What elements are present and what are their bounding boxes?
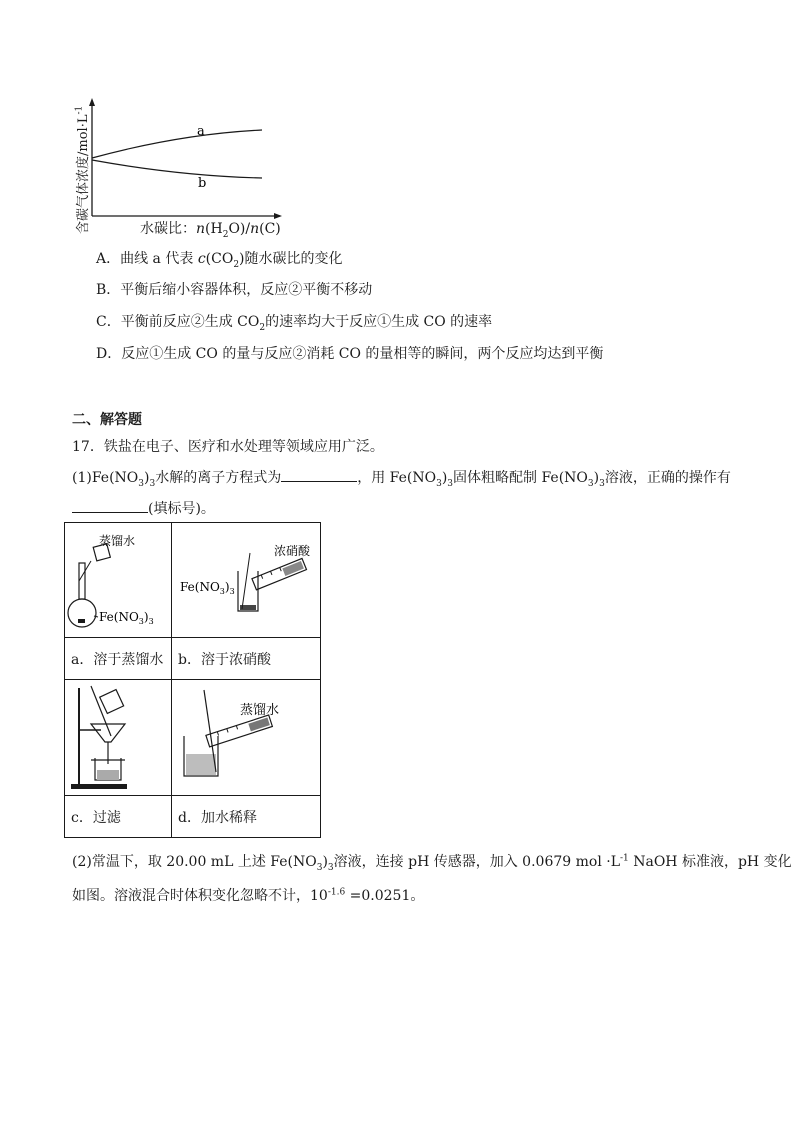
apparatus-c-image-cell — [65, 680, 172, 796]
y-axis-label: 含碳气体浓度$/mol\cdot L^{-1}$ — [74, 105, 91, 234]
option-d: D．反应①生成 CO 的量与反应②消耗 CO 的量相等的瞬间，两个反应均达到平衡 — [96, 346, 604, 362]
answer-blank-2[interactable] — [72, 512, 148, 513]
volumetric-flask-image — [65, 523, 171, 637]
curve-b-label: b — [198, 176, 207, 191]
question-17-part2: (2)常温下，取 20.00 mL 上述 $Fe(NO_3)_3$溶液，连接 pH 传感器，加入 0.0679 mol $\cdot L^{-1}$ NaOH 标准液，pH 变化 — [72, 853, 792, 873]
question-17-part2-line2: 如图。溶液混合时体积变化忽略不计，$10^{-1.6} =0.0251$。 — [72, 887, 425, 904]
beaker-nitric-acid-image — [172, 523, 320, 637]
section-title: 二、解答题 — [72, 412, 142, 428]
option-b: B．平衡后缩小容器体积，反应②平衡不移动 — [96, 282, 373, 298]
curve-a-label: a — [197, 124, 205, 139]
apparatus-b-caption: b．溶于浓硝酸 — [172, 638, 321, 680]
apparatus-table — [64, 522, 321, 838]
concentrated-nitric-acid-label: 浓硝酸 — [274, 544, 311, 558]
apparatus-d-image-cell — [172, 680, 321, 796]
dilution-setup-image — [172, 680, 320, 795]
apparatus-d-caption: d．加水稀释 — [172, 796, 321, 838]
option-a: A．曲线 a 代表 $c(CO_2)$随水碳比的变化 — [96, 251, 343, 270]
distilled-water-label-d: 蒸馏水 — [240, 703, 280, 718]
question-17-part1: $(1)Fe(NO_3)_3$水解的离子方程式为 ，用 $Fe(NO_3)_3$固体粗略配制 $Fe(NO_3)_3$溶液，正确的操作有 — [72, 470, 731, 489]
filtration-setup-image — [65, 680, 171, 795]
curve-b-line — [92, 160, 262, 178]
beaker-label: $Fe(NO_3)_3$ — [180, 580, 235, 596]
apparatus-a-caption: a．溶于蒸馏水 — [65, 638, 172, 680]
curve-a-line — [92, 130, 262, 158]
distilled-water-label: 蒸馏水 — [99, 534, 136, 548]
option-c: C．平衡前反应②生成 $CO_2$的速率均大于反应①生成 CO 的速率 — [96, 314, 493, 333]
apparatus-a-image-cell — [65, 523, 172, 638]
question-17-stem: 17．铁盐在电子、医疗和水处理等领域应用广泛。 — [72, 439, 384, 455]
apparatus-c-caption: c．过滤 — [65, 796, 172, 838]
question-17-part1-tail: (填标号)。 — [72, 498, 215, 518]
apparatus-b-image-cell — [172, 523, 321, 638]
answer-blank-1[interactable] — [281, 481, 357, 482]
flask-label: $Fe(NO_3)_3$ — [99, 610, 154, 626]
x-axis-label: 水碳比：$n(H_2O)/n(C)$ — [140, 221, 281, 240]
